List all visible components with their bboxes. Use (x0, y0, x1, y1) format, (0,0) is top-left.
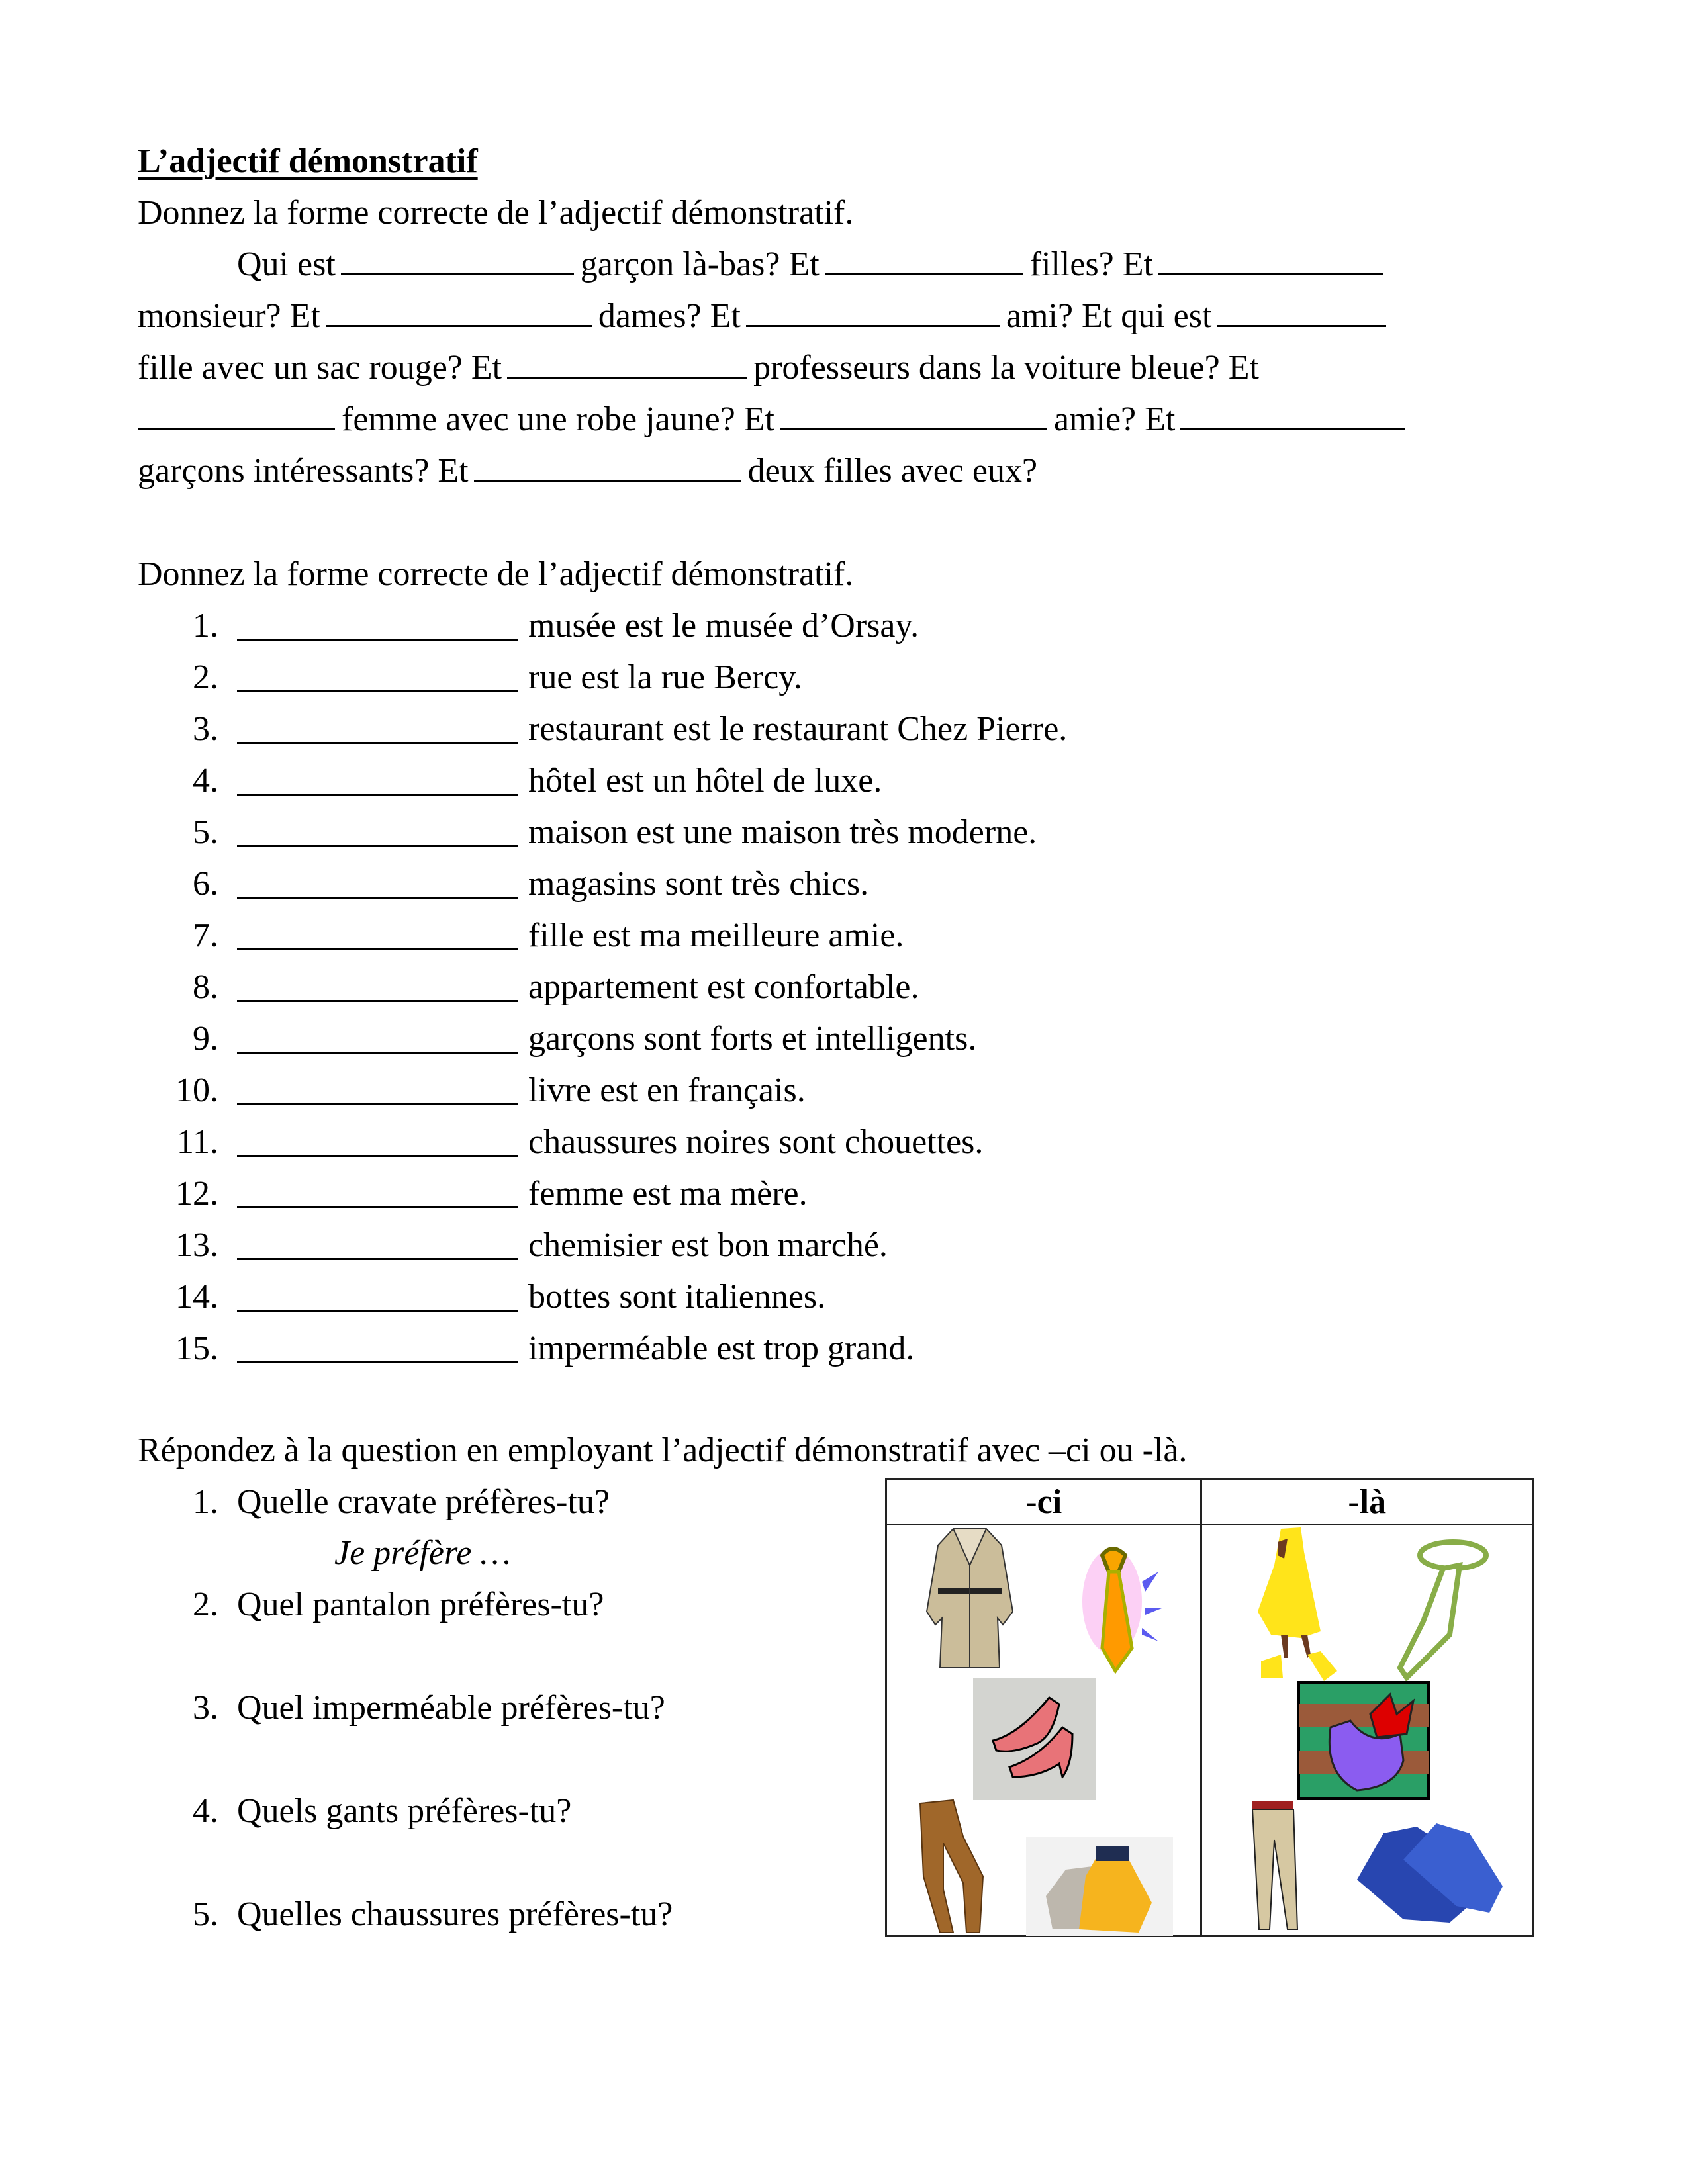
question-text: Quelles chaussures préfères-tu? (237, 1895, 673, 1933)
item-text: imperméable est trop grand. (528, 1330, 915, 1367)
item-number: 2. (193, 659, 218, 696)
brown-pants-image (917, 1797, 990, 1936)
question-number: 5. (193, 1895, 218, 1933)
item-number: 8. (193, 968, 218, 1006)
paragraph-line-4 (138, 394, 1412, 445)
blank[interactable] (1180, 402, 1405, 430)
item-number: 6. (193, 865, 218, 903)
item-text: chaussures noires sont chouettes. (528, 1123, 984, 1161)
item-text: hôtel est un hôtel de luxe. (528, 762, 882, 799)
column-header-la: -là (1201, 1479, 1533, 1525)
item-number: 5. (193, 813, 218, 851)
text: amie? Et (1054, 400, 1176, 438)
item-number: 13. (175, 1226, 218, 1264)
blank[interactable] (780, 402, 1047, 430)
text: deux filles avec eux? (747, 452, 1038, 490)
item-text: garçons sont forts et intelligents. (528, 1020, 977, 1058)
text: monsieur? Et (138, 297, 320, 335)
green-tie-image (1397, 1535, 1489, 1681)
paragraph-line-2 (138, 291, 1393, 342)
column-header-ci: -ci (886, 1479, 1201, 1525)
text: dames? Et (598, 297, 741, 335)
text: fille avec un sac rouge? Et (138, 349, 502, 387)
answer-blank[interactable] (237, 1025, 518, 1054)
blank[interactable] (825, 247, 1023, 275)
item-number: 9. (193, 1020, 218, 1058)
item-text: rue est la rue Bercy. (528, 659, 802, 696)
beige-pants-image (1251, 1800, 1301, 1933)
question-number: 2. (193, 1586, 218, 1623)
page-title: L’adjectif démonstratif (138, 142, 478, 180)
item-number: 15. (175, 1330, 218, 1367)
answer-blank[interactable] (237, 922, 518, 950)
text: ami? Et qui est (1006, 297, 1212, 335)
work-gloves-image (1026, 1837, 1173, 1936)
answer-blank[interactable] (237, 819, 518, 847)
answer-blank[interactable] (237, 612, 518, 641)
answer-blank[interactable] (237, 664, 518, 692)
section3-instruction: Répondez à la question en employant l’adjectif démonstratif avec –ci ou -là. (138, 1432, 1188, 1469)
item-number: 1. (193, 607, 218, 645)
item-number: 4. (193, 762, 218, 799)
blue-gloves-image (1344, 1807, 1517, 1933)
item-text: bottes sont italiennes. (528, 1278, 826, 1316)
blank[interactable] (341, 247, 574, 275)
question-text: Quel pantalon préfères-tu? (237, 1586, 604, 1623)
item-text: musée est le musée d’Orsay. (528, 607, 919, 645)
answer-blank[interactable] (237, 974, 518, 1002)
jester-hat-image (1297, 1681, 1430, 1800)
item-number: 12. (175, 1175, 218, 1212)
text: garçon là-bas? Et (580, 246, 820, 283)
item-number: 11. (176, 1123, 218, 1161)
orange-tie-image (1079, 1542, 1172, 1674)
text: Qui est (237, 246, 336, 283)
pink-heels-image (973, 1678, 1096, 1800)
item-number: 7. (193, 917, 218, 954)
question-number: 4. (193, 1792, 218, 1830)
answer-blank[interactable] (237, 715, 518, 744)
answer-blank[interactable] (237, 1232, 518, 1260)
item-text: chemisier est bon marché. (528, 1226, 888, 1264)
blank[interactable] (507, 350, 747, 379)
blank[interactable] (1217, 298, 1386, 327)
answer-blank[interactable] (237, 1335, 518, 1363)
answer-blank[interactable] (237, 1180, 518, 1208)
answer-blank[interactable] (237, 767, 518, 796)
item-text: femme est ma mère. (528, 1175, 808, 1212)
paragraph-line-1 (237, 239, 1390, 291)
item-text: magasins sont très chics. (528, 865, 869, 903)
item-text: maison est une maison très moderne. (528, 813, 1037, 851)
question-number: 1. (193, 1483, 218, 1521)
section1-instruction: Donnez la forme correcte de l’adjectif démonstratif. (138, 194, 854, 232)
answer-blank[interactable] (237, 1077, 518, 1105)
item-text: fille est ma meilleure amie. (528, 917, 904, 954)
question-text: Quels gants préfères-tu? (237, 1792, 572, 1830)
item-text: appartement est confortable. (528, 968, 919, 1006)
item-number: 14. (175, 1278, 218, 1316)
example-answer: Je préfère … (334, 1534, 511, 1572)
blank[interactable] (138, 402, 335, 430)
paragraph-line-5 (138, 445, 1037, 497)
text: filles? Et (1029, 246, 1153, 283)
item-text: restaurant est le restaurant Chez Pierre. (528, 710, 1068, 748)
blank[interactable] (474, 453, 741, 482)
text: femme avec une robe jaune? Et (342, 400, 774, 438)
text: garçons intéressants? Et (138, 452, 469, 490)
question-text: Quelle cravate préfères-tu? (237, 1483, 610, 1521)
answer-blank[interactable] (237, 870, 518, 899)
blank[interactable] (746, 298, 1000, 327)
question-text: Quel imperméable préfères-tu? (237, 1689, 665, 1727)
answer-blank[interactable] (237, 1283, 518, 1312)
blank[interactable] (326, 298, 592, 327)
item-text: livre est en français. (528, 1071, 806, 1109)
answer-blank[interactable] (237, 1128, 518, 1157)
blank[interactable] (1158, 247, 1383, 275)
section2-instruction: Donnez la forme correcte de l’adjectif démonstratif. (138, 555, 854, 593)
paragraph-line-3 (138, 342, 1259, 394)
text: professeurs dans la voiture bleue? Et (753, 349, 1259, 387)
yellow-raincoat-image (1258, 1525, 1347, 1681)
item-number: 3. (193, 710, 218, 748)
trench-coat-image (923, 1525, 1016, 1671)
question-number: 3. (193, 1689, 218, 1727)
item-number: 10. (175, 1071, 218, 1109)
